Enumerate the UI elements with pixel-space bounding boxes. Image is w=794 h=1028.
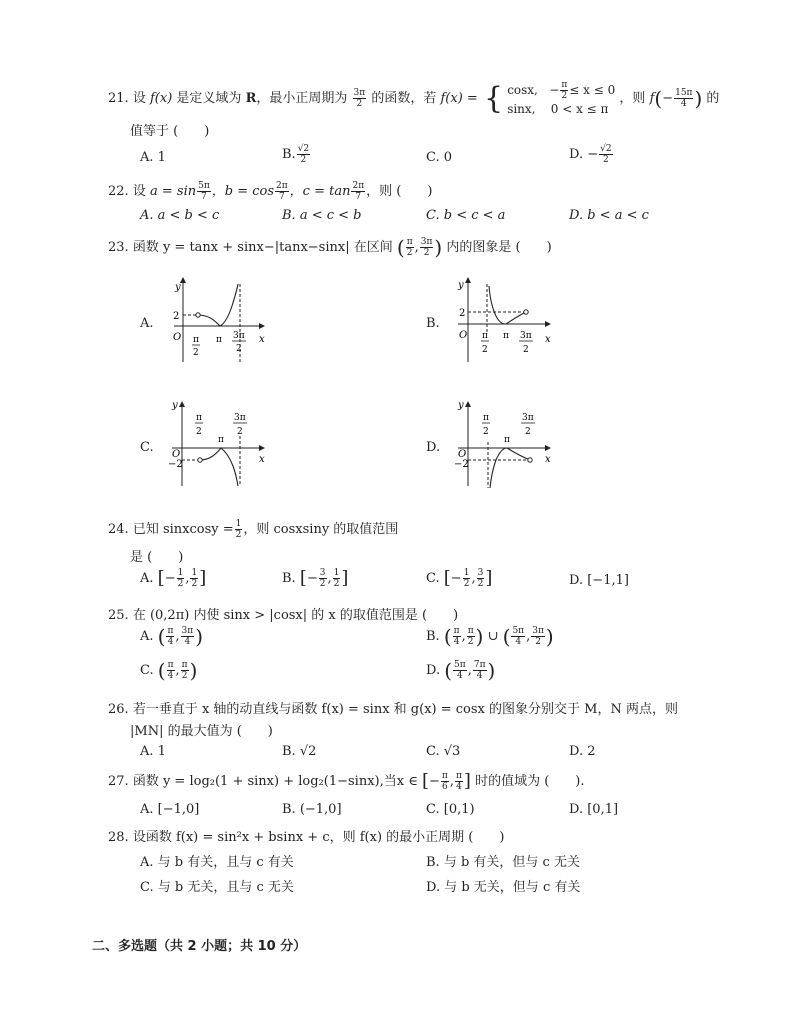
tick-pi-half-den: 2 — [482, 345, 488, 355]
tick-3pi-half-num: 3π — [234, 413, 246, 423]
y-tick-neg2: −2 — [454, 459, 469, 470]
tick-3pi-half-num: 3π — [520, 331, 532, 341]
origin-label: O — [459, 330, 468, 341]
y-tick-neg2: −2 — [168, 459, 183, 470]
origin-label: O — [172, 449, 181, 460]
q28-option-b[interactable]: B. 与 b 有关，但与 c 无关 — [426, 855, 580, 870]
q24-option-b[interactable]: B. [− $\frac{3}{2}$ , $\frac{1}{2}$ ] — [282, 567, 349, 589]
q25-option-b[interactable]: B. ( $\frac{\pi}{4}$ , $\frac{\pi}{2}$ ) ∪ ( $\frac{5\pi}{4}$ , $\frac{3\pi}{2}$ ) — [426, 624, 554, 649]
tick-pi: π — [218, 435, 224, 445]
tick-pi-half-den: 2 — [483, 427, 489, 437]
q22-option-c[interactable]: C. b < c < a — [426, 208, 506, 223]
curve — [489, 286, 526, 324]
tick-3pi-half-num: 3π — [522, 413, 534, 423]
tick-3pi-half-den: 2 — [236, 344, 242, 354]
q21-piecewise: cosx, − $\frac{\pi}{2}$ ≤ x ≤ 0 sinx, 0 < x ≤ π — [507, 80, 616, 116]
y-label: y — [172, 400, 178, 411]
tick-pi-half-den: 2 — [193, 348, 199, 358]
tick-pi-half-num: π — [483, 413, 489, 423]
open-point — [528, 458, 532, 462]
q26-option-c[interactable]: C. √3 — [426, 744, 461, 759]
curve — [200, 448, 238, 486]
q23-graph-a[interactable] — [160, 272, 275, 372]
open-point — [198, 458, 202, 462]
y-tick-2: 2 — [459, 308, 466, 319]
q28-option-d[interactable]: D. 与 b 无关，但与 c 有关 — [426, 880, 581, 895]
tick-pi-half-num: π — [196, 413, 202, 423]
q24-option-a[interactable]: A. [− $\frac{1}{2}$ , $\frac{1}{2}$ ] — [140, 567, 207, 589]
y-label: y — [175, 282, 181, 293]
x-label: x — [259, 454, 265, 465]
q23-stem: 23. 函数 y = tanx + sinx−|tanx−sinx| 在区间 ( $\frac{\pi}{2}$ , $\frac{3\pi}{2}$ ) 内的图象是 ( ) — [108, 235, 552, 260]
q25-stem: 25. 在 (0,2π) 内使 sinx > |cosx| 的 x 的取值范围是 ( ) — [108, 608, 459, 623]
q26-option-b[interactable]: B. √2 — [282, 744, 317, 759]
q21-stem: 21. 设 f(x) 是定义域为 R，最小正周期为 $\frac{3\pi}{2}$ 的函数，若 f(x) = { cosx, − $\frac{\pi}{2}$ ≤ x ≤ 0 sinx, 0 < x ≤ π ，则 f(− $\frac{15\pi}{4}$ ) 的 — [108, 80, 720, 116]
q23-graph-c[interactable] — [160, 396, 275, 496]
q23-option-b[interactable]: B. — [426, 316, 440, 331]
q26-option-d[interactable]: D. 2 — [569, 744, 596, 759]
q27-stem: 27. 函数 y = log₂(1 + sinx) + log₂(1−sinx),当x ∈ [− $\frac{\pi}{6}$ , $\frac{\pi}{4}$ ] 时的值域为 ( ). — [108, 770, 585, 792]
tick-pi-half-den: 2 — [196, 427, 202, 437]
q27-option-a[interactable]: A. [−1,0] — [140, 802, 200, 817]
tick-3pi-half-num: 3π — [233, 331, 245, 341]
x-label: x — [259, 334, 265, 345]
q23-graph-d[interactable] — [446, 396, 561, 496]
q25-option-a[interactable]: A. ( $\frac{\pi}{4}$ , $\frac{3\pi}{4}$ ) — [140, 624, 204, 649]
q27-option-c[interactable]: C. [0,1) — [426, 802, 475, 817]
q22-option-d[interactable]: D. b < a < c — [569, 208, 649, 223]
q26-stem-continued: |MN| 的最大值为 ( ) — [130, 724, 273, 739]
tick-pi: π — [504, 435, 510, 445]
x-label: x — [545, 454, 551, 465]
q24-option-d[interactable]: D. [−1,1] — [569, 573, 629, 588]
q26-option-a[interactable]: A. 1 — [140, 744, 166, 759]
open-point — [196, 313, 200, 317]
q21-option-a[interactable]: A. 1 — [140, 150, 166, 165]
tick-3pi-half-den: 2 — [523, 345, 529, 355]
y-label: y — [458, 280, 464, 291]
y-label: y — [458, 400, 464, 411]
open-point — [524, 310, 528, 314]
q25-option-d[interactable]: D. ( $\frac{5\pi}{4}$ , $\frac{7\pi}{4}$ ) — [426, 658, 496, 683]
section-title-multiple-choice: 二、多选题（共 2 小题；共 10 分） — [92, 939, 307, 954]
y-tick-2: 2 — [173, 311, 180, 322]
curve — [490, 448, 530, 488]
q26-stem: 26. 若一垂直于 x 轴的动直线与函数 f(x) = sinx 和 g(x) = cosx 的图象分别交于 M，N 两点，则 — [108, 702, 678, 717]
q22-option-b[interactable]: B. a < c < b — [282, 208, 362, 223]
q22-stem: 22. 设 a = sin $\frac{5\pi}{7}$ ，b = cos $\frac{2\pi}{7}$ ，c = tan $\frac{2\pi}{7}$ ，则 ( ) — [108, 181, 433, 202]
q22-option-a[interactable]: A. a < b < c — [140, 208, 220, 223]
q24-stem-continued: 是 ( ) — [130, 550, 184, 565]
q24-stem: 24. 已知 sinxcosy = $\frac{1}{2}$ ，则 cosxsiny 的取值范围 — [108, 519, 399, 540]
tick-pi: π — [503, 331, 509, 341]
q23-option-a[interactable]: A. — [140, 316, 154, 331]
curve — [198, 284, 238, 326]
tick-3pi-half-den: 2 — [525, 427, 531, 437]
q23-graph-b[interactable] — [446, 272, 561, 372]
origin-label: O — [173, 332, 182, 343]
q27-option-b[interactable]: B. (−1,0] — [282, 802, 342, 817]
q28-option-c[interactable]: C. 与 b 无关，且与 c 无关 — [140, 880, 294, 895]
q24-option-c[interactable]: C. [− $\frac{1}{2}$ , $\frac{3}{2}$ ] — [426, 567, 493, 589]
q21-option-c[interactable]: C. 0 — [426, 150, 453, 165]
q21-period-fraction: $\frac{3\pi}{2}$ — [353, 88, 366, 109]
q23-option-c[interactable]: C. — [140, 440, 154, 455]
q28-stem: 28. 设函数 f(x) = sin²x + bsinx + c，则 f(x) 的最小正周期 ( ) — [108, 830, 505, 845]
q21-option-b[interactable]: B. $\frac{√2}{2}$ — [282, 144, 310, 165]
q23-option-d[interactable]: D. — [426, 440, 441, 455]
q21-stem-continued: 值等于 ( ) — [130, 124, 210, 139]
q28-option-a[interactable]: A. 与 b 有关，且与 c 有关 — [140, 855, 294, 870]
q21-brace: { — [483, 80, 504, 116]
q21-option-d[interactable]: D. − $\frac{√2}{2}$ — [569, 144, 612, 165]
tick-pi-half-num: π — [193, 335, 199, 345]
tick-3pi-half-den: 2 — [237, 427, 243, 437]
q27-option-d[interactable]: D. [0,1] — [569, 802, 619, 817]
origin-label: O — [458, 449, 467, 460]
q25-option-c[interactable]: C. ( $\frac{\pi}{4}$ , $\frac{\pi}{2}$ ) — [140, 658, 198, 683]
tick-pi-half-num: π — [482, 331, 488, 341]
tick-pi: π — [216, 335, 222, 345]
q21-arg-fraction: $\frac{15\pi}{4}$ — [675, 88, 693, 109]
x-label: x — [545, 334, 551, 345]
